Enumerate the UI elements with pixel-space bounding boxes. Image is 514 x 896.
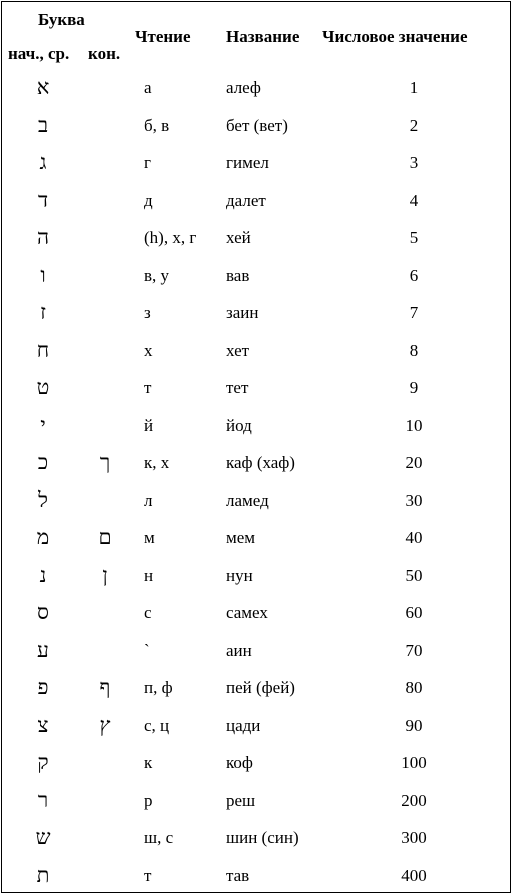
table-row <box>2 669 510 707</box>
table-row <box>2 557 510 595</box>
numeric-value-cell: 4 <box>409 190 419 210</box>
letter-initial-medial: ע <box>37 637 49 662</box>
letter-initial-medial: ר <box>37 787 49 812</box>
numeric-value-cell: 200 <box>401 790 427 810</box>
numeric-value-cell: 20 <box>405 453 423 472</box>
numeric-value-cell: 50 <box>405 565 423 585</box>
name-cell: хет <box>226 340 250 360</box>
reading-cell: м <box>144 528 155 547</box>
table-row <box>2 69 510 107</box>
table-row <box>2 369 510 407</box>
numeric-value-cell: 30 <box>405 490 423 510</box>
table-row <box>2 332 510 370</box>
letter-final: ף <box>99 675 111 699</box>
table-row <box>2 632 510 670</box>
table-row <box>2 144 510 182</box>
numeric-value-cell: 100 <box>401 753 427 772</box>
table-row <box>2 519 510 557</box>
reading-cell: (h), х, г <box>144 228 197 247</box>
table-row <box>2 782 510 820</box>
numeric-value-cell: 80 <box>405 678 423 697</box>
reading-cell: т <box>144 865 152 885</box>
name-cell: ламед <box>226 490 269 510</box>
header-name: Название <box>226 27 300 46</box>
letter-initial-medial: ת <box>36 862 50 887</box>
numeric-value-cell: 8 <box>409 340 419 360</box>
name-cell: цади <box>226 715 261 735</box>
numeric-value-cell: 6 <box>409 265 419 285</box>
header-final: кон. <box>88 44 121 63</box>
name-cell: алеф <box>226 78 261 97</box>
reading-cell: к <box>144 753 153 772</box>
letter-initial-medial: כ <box>37 450 49 474</box>
header-numeric-value: Числовое значение <box>322 27 468 46</box>
name-cell: тет <box>226 378 249 397</box>
header-initial-medial: нач., ср. <box>8 44 70 63</box>
reading-cell: б, в <box>144 115 170 135</box>
name-cell: коф <box>226 753 253 772</box>
numeric-value-cell: 9 <box>409 378 419 397</box>
alphabet-table <box>1 1 511 893</box>
letter-initial-medial: ג <box>39 150 47 174</box>
table-row <box>2 857 510 895</box>
letter-initial-medial: פ <box>37 675 49 699</box>
name-cell: вав <box>226 265 250 285</box>
numeric-value-cell: 300 <box>401 828 427 847</box>
numeric-value-cell: 1 <box>409 78 419 97</box>
letter-initial-medial: א <box>36 75 50 99</box>
table-row <box>2 219 510 257</box>
reading-cell: р <box>144 790 153 810</box>
letter-initial-medial: ב <box>37 112 49 137</box>
reading-cell: с, ц <box>144 715 170 735</box>
numeric-value-cell: 7 <box>409 303 419 322</box>
numeric-value-cell: 40 <box>405 528 423 547</box>
name-cell: аин <box>226 640 252 660</box>
letter-final: ם <box>98 525 112 549</box>
numeric-value-cell: 90 <box>405 715 423 735</box>
reading-cell: п, ф <box>144 678 173 697</box>
table-row <box>2 182 510 220</box>
name-cell: далет <box>226 190 266 210</box>
name-cell: реш <box>226 790 256 810</box>
letter-initial-medial: ח <box>36 337 50 362</box>
reading-cell: с <box>144 603 152 622</box>
numeric-value-cell: 2 <box>409 115 419 135</box>
reading-cell: д <box>144 190 153 210</box>
letter-initial-medial: ד <box>37 187 49 212</box>
letter-initial-medial: י <box>40 412 46 437</box>
name-cell: хей <box>226 228 251 247</box>
table-row <box>2 444 510 482</box>
letter-initial-medial: ש <box>35 825 51 849</box>
name-cell: нун <box>226 565 253 585</box>
name-cell: йод <box>226 415 252 435</box>
name-cell: самех <box>226 603 268 622</box>
letter-initial-medial: מ <box>36 525 50 549</box>
numeric-value-cell: 70 <box>405 640 423 660</box>
reading-cell: в, у <box>144 265 170 285</box>
letter-final: ץ <box>99 712 111 737</box>
header-reading: Чтение <box>135 27 191 46</box>
letter-initial-medial: ק <box>37 750 49 774</box>
letter-final: ן <box>102 562 108 587</box>
table-row <box>2 407 510 445</box>
letter-final: ך <box>99 450 111 474</box>
name-cell: мем <box>226 528 256 547</box>
numeric-value-cell: 60 <box>405 603 423 622</box>
name-cell: заин <box>226 303 259 322</box>
letter-initial-medial: ס <box>37 600 49 624</box>
table-row <box>2 744 510 782</box>
letter-initial-medial: נ <box>39 562 47 587</box>
reading-cell: х <box>144 340 153 360</box>
name-cell: тав <box>226 865 250 885</box>
table-row <box>2 707 510 745</box>
numeric-value-cell: 3 <box>409 153 419 172</box>
name-cell: каф (хаф) <box>226 453 295 472</box>
letter-initial-medial: ל <box>38 487 48 512</box>
reading-cell: ш, с <box>144 828 174 847</box>
name-cell: пей (фей) <box>226 678 295 697</box>
reading-cell: к, х <box>144 453 170 472</box>
table-row <box>2 107 510 145</box>
table-row <box>2 594 510 632</box>
reading-cell: а <box>144 78 152 97</box>
letter-initial-medial: ז <box>40 300 46 324</box>
letter-initial-medial: ו <box>40 262 46 287</box>
letter-initial-medial: צ <box>37 712 49 737</box>
table-row <box>2 257 510 295</box>
reading-cell: т <box>144 378 152 397</box>
reading-cell: й <box>144 415 154 435</box>
numeric-value-cell: 5 <box>409 228 419 247</box>
table-row <box>2 294 510 332</box>
reading-cell: г <box>144 153 151 172</box>
reading-cell: л <box>144 490 153 510</box>
reading-cell: н <box>144 565 154 585</box>
numeric-value-cell: 10 <box>405 415 423 435</box>
reading-cell: ` <box>144 640 150 660</box>
name-cell: шин (син) <box>226 828 299 847</box>
letter-initial-medial: ה <box>36 225 50 249</box>
header-bukva: Буква <box>38 10 85 29</box>
name-cell: бет (вет) <box>226 115 288 135</box>
letter-initial-medial: ט <box>36 375 50 399</box>
reading-cell: з <box>144 303 151 322</box>
table-row <box>2 819 510 857</box>
numeric-value-cell: 400 <box>401 865 427 885</box>
table-row <box>2 482 510 520</box>
name-cell: гимел <box>226 153 269 172</box>
